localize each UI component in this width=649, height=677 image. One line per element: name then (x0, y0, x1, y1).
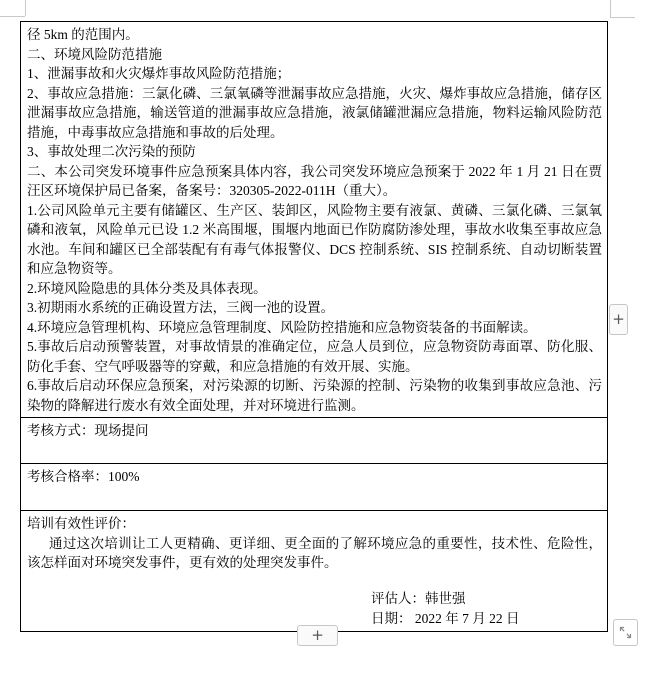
paragraph: 二、环境风险防范措施 (27, 46, 162, 62)
crop-mark-top-right (610, 17, 635, 18)
insert-row-button[interactable] (297, 625, 338, 646)
crop-mark-top-left (25, 0, 26, 16)
effectiveness-evaluation-cell[interactable] (21, 511, 608, 632)
paragraph: 1.公司风险单元主要有储罐区、生产区、装卸区，风险物主要有液氯、黄磷、三氯化磷、三氯氧磷和液氧，风险单元已设 1.2 米高围堰，围堰内地面已作防腐防渗处理，事故水收集至事故应急水池。车间和罐区已全部装配有有毒气体报警仪、DCS 控制系统、SIS 控制系统、自动切断装置和应急物资等。 (27, 202, 602, 276)
plus-icon: + (612, 310, 625, 328)
paragraph: 3.初期雨水系统的正确设置方法，三阀一池的设置。 (27, 300, 335, 315)
training-record-table (20, 21, 608, 632)
pass-rate-text: 考核合格率：100% (27, 469, 140, 484)
assessment-method-text: 考核方式：现场提问 (27, 423, 149, 438)
paragraph: 6.事故后启动环保应急预案，对污染源的切断、污染源的控制、污染物的收集到事故应急池、污染物的降解进行废水有效全面处理，并对环境进行监测。 (27, 378, 602, 413)
table-row (21, 464, 608, 511)
paragraph: 1、泄漏事故和火灾爆炸事故风险防范措施； (27, 66, 291, 81)
evaluation-date: 日期： 2022 年 7 月 22 日 (371, 610, 520, 626)
table-row (21, 22, 608, 418)
signature-block (371, 589, 602, 629)
pass-rate-cell[interactable] (21, 464, 608, 511)
paragraph: 4.环境应急管理机构、环境应急管理制度、风险防控措施和应急物资装备的书面解读。 (27, 319, 537, 335)
paragraph: 二、本公司突发环境事件应急预案具体内容，我公司突发环境应急预案于 2022 年 1 月 21 日在贾汪区环境保护局已备案，备案号：320305-2022-011H（重大）。 (27, 163, 602, 198)
expand-button[interactable] (613, 619, 638, 646)
crop-mark-top-right (610, 0, 611, 17)
paragraph: 2、事故应急措施：三氯化磷、三氯氧磷等泄漏事故应急措施，火灾、爆炸事故应急措施，储存区泄漏事故应急措施，输送管道的泄漏事故应急措施，液氯储罐泄漏应急措施，物料运输风险防范措施，中毒事故应急措施和事故的后处理。 (27, 85, 602, 140)
table-row (21, 418, 608, 464)
paragraph: 径 5km 的范围内。 (27, 27, 139, 42)
expand-arrows-icon (618, 625, 633, 640)
paragraph: 2.环境风险隐患的具体分类及具体表现。 (27, 280, 267, 296)
paragraph: 3、事故处理二次污染的预防 (27, 144, 196, 159)
effectiveness-title: 培训有效性评价： (27, 516, 135, 531)
evaluator-name: 评估人：韩世强 (371, 590, 466, 606)
paragraph: 5.事故后启动预警装置，对事故情景的准确定位，应急人员到位，应急物资防毒面罩、防化服、防化手套、空气呼吸器等的穿戴，和应急措施的有效开展、实施。 (27, 339, 602, 374)
table-row (21, 511, 608, 632)
crop-mark-top-left (0, 16, 25, 17)
training-content-cell[interactable] (21, 22, 608, 418)
assessment-method-cell[interactable] (21, 418, 608, 464)
plus-icon: + (311, 626, 324, 644)
effectiveness-body: 通过这次培训让工人更精确、更详细、更全面的了解环境应急的重要性，技术性、危险性，该怎样面对环境突发事件，更有效的处理突发事件。 (27, 535, 602, 570)
insert-column-button[interactable] (609, 304, 628, 335)
